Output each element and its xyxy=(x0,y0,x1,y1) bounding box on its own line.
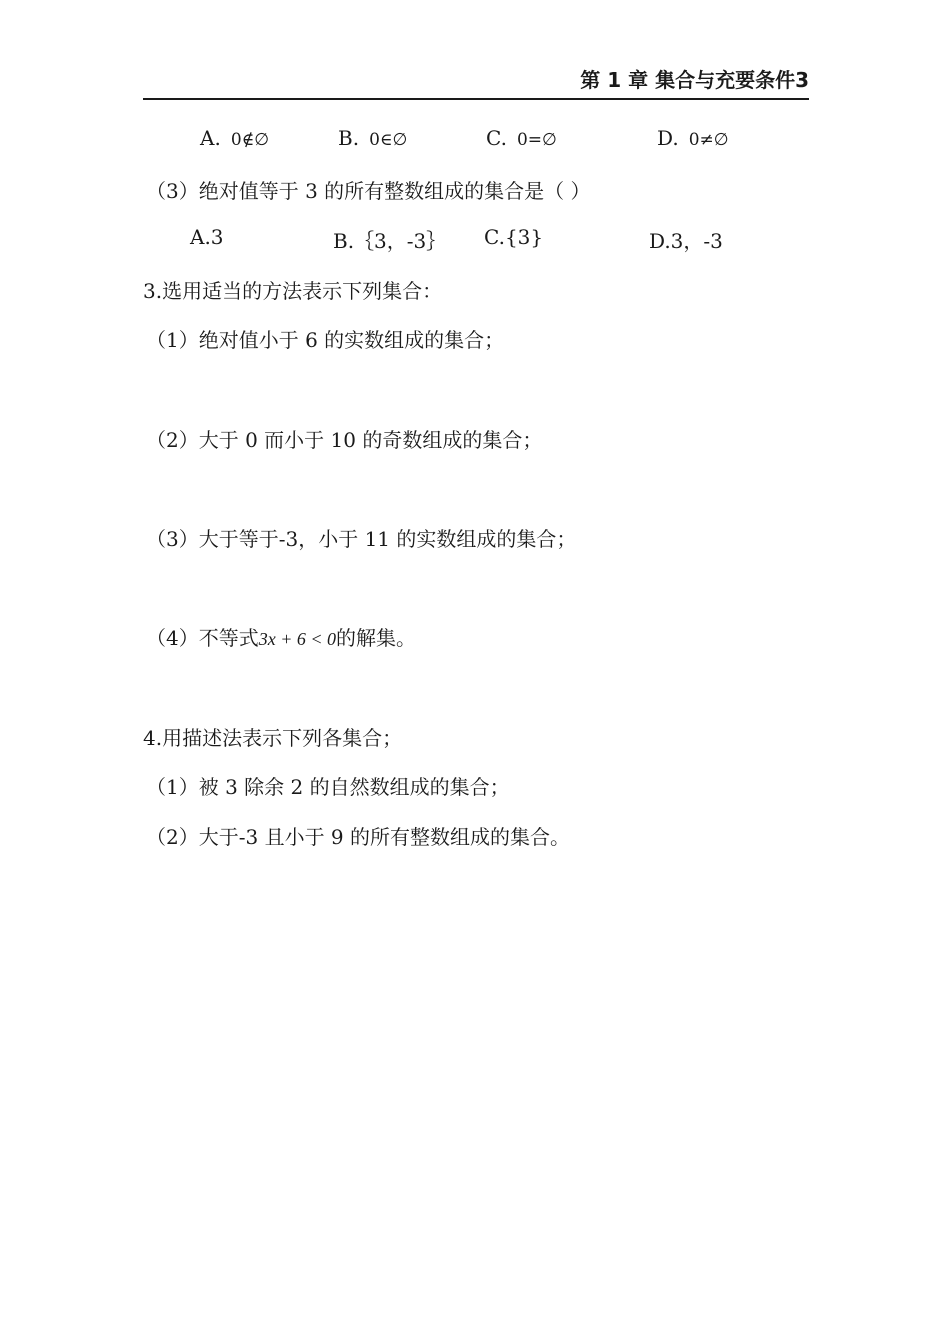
option-a xyxy=(200,126,269,150)
option-c xyxy=(486,126,557,150)
item-4-suffix: 的解集。 xyxy=(336,626,417,650)
option-d-math: 0≠∅ xyxy=(688,130,729,150)
option-d-label: D. xyxy=(657,126,679,150)
section-3-item-3: （3）大于等于-3，小于 11 的实数组成的集合； xyxy=(146,527,577,551)
inequality-formula: 3x + 6 < 0 xyxy=(258,629,337,649)
option-b xyxy=(338,126,407,150)
option-a-label: A. xyxy=(200,126,221,150)
section-4-item-2: （2）大于-3 且小于 9 的所有整数组成的集合。 xyxy=(146,825,571,849)
option-b-label: B. xyxy=(338,126,360,150)
option-c-label: C. xyxy=(486,126,507,150)
answer-option-b: B.｛3，-3｝ xyxy=(333,229,447,253)
answer-option-c: C.{3} xyxy=(484,225,544,249)
option-b-math: 0∈∅ xyxy=(369,130,408,150)
answer-option-d: D.3，-3 xyxy=(649,229,723,253)
section-3-item-1: （1）绝对值小于 6 的实数组成的集合； xyxy=(146,328,505,352)
answer-option-a: A.3 xyxy=(190,225,224,249)
option-a-math: 0∉∅ xyxy=(230,130,270,150)
section-4-item-1: （1）被 3 除余 2 的自然数组成的集合； xyxy=(146,775,510,799)
section-4-title: 4.用描述法表示下列各集合； xyxy=(143,726,403,750)
header-rule xyxy=(143,98,809,100)
item-4-prefix: （4）不等式 xyxy=(146,626,259,650)
question-stem: （3）绝对值等于 3 的所有整数组成的集合是（ ） xyxy=(146,179,591,203)
section-3-item-2: （2）大于 0 而小于 10 的奇数组成的集合； xyxy=(146,428,543,452)
option-c-math: 0=∅ xyxy=(516,130,557,150)
page-header-title: 第 1 章 集合与充要条件3 xyxy=(580,68,809,92)
option-d xyxy=(657,126,729,150)
section-3-title: 3.选用适当的方法表示下列集合： xyxy=(143,279,443,303)
section-3-item-4 xyxy=(146,622,416,651)
